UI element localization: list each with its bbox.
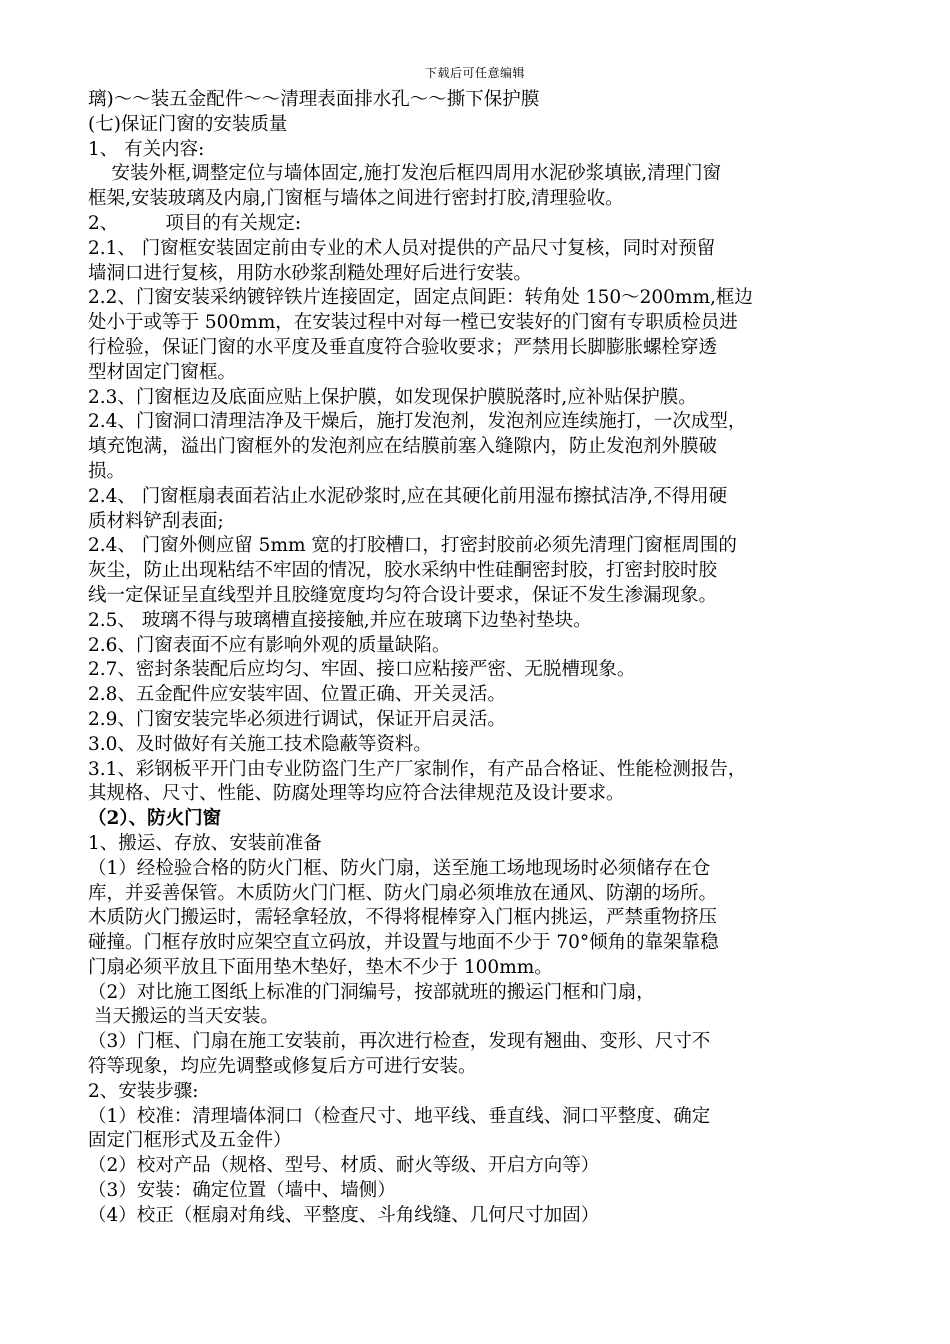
text-line: 2.9、门窗安装完毕必须进行调试，保证开启灵活。 <box>88 708 506 730</box>
text-line: （4）校正（框扇对角线、平整度、斗角线缝、几何尺寸加固） <box>88 1204 600 1226</box>
text-line: （2）对比施工图纸上标准的门洞编号，按部就班的搬运门框和门扇， <box>88 981 655 1003</box>
text-line: 当天搬运的当天安装。 <box>88 1006 279 1028</box>
text-line: 2.2、门窗安装采纳镀锌铁片连接固定，固定点间距：转角处 150～200mm,框边 <box>88 287 753 309</box>
text-line: 框架,安装玻璃及内扇,门窗框与墙体之间进行密封打胶,清理验收。 <box>88 188 624 210</box>
document-body <box>88 88 866 1229</box>
text-line: 库，并妥善保管。木质防火门门框、防火门扇必须堆放在通风、防潮的场所。 <box>88 882 718 904</box>
text-line: 质材料铲刮表面; <box>88 510 224 532</box>
text-line: 璃)～～装五金配件～～清理表面排水孔～～撕下保护膜 <box>88 89 540 110</box>
text-line: 填充饱满，溢出门窗框外的发泡剂应在结膜前塞入缝隙内，防止发泡剂外膜破 <box>88 436 718 458</box>
text-line: 2.7、密封条装配后应均匀、牢固、接口应粘接严密、无脱槽现象。 <box>88 659 636 681</box>
text-line: 损。 <box>88 460 126 482</box>
text-line: 2.4、 门窗框扇表面若沾止水泥砂浆时,应在其硬化前用湿布擦拭洁净,不得用硬 <box>88 485 728 507</box>
text-line: 符等现象，均应先调整或修复后方可进行安装。 <box>88 1056 477 1078</box>
text-line: 处小于或等于 500mm，在安装过程中对每一樘已安装好的门窗有专职质检员进 <box>88 312 738 334</box>
text-line: 1、 有关内容: <box>88 138 205 160</box>
text-line: （3）安装：确定位置（墙中、墙侧） <box>88 1180 396 1202</box>
text-line: 2.4、 门窗外侧应留 5mm 宽的打胶槽口，打密封胶前必须先清理门窗框周围的 <box>88 535 737 557</box>
text-line: 其规格、尺寸、性能、防腐处理等均应符合法律规范及设计要求。 <box>88 783 625 805</box>
text-line: 型材固定门窗框。 <box>88 361 237 383</box>
text-line: (七)保证门窗的安装质量 <box>88 113 288 135</box>
text-line: （1）校准：清理墙体洞口（检查尺寸、地平线、垂直线、洞口平整度、确定 <box>88 1105 711 1127</box>
text-line: 2.8、五金配件应安装牢固、位置正确、开关灵活。 <box>88 684 506 706</box>
page-header: 下载后可任意编辑 <box>424 66 525 80</box>
text-line: 线一定保证呈直线型并且胶缝宽度均匀符合设计要求，保证不发生渗漏现象。 <box>88 584 718 606</box>
text-line: 2.6、门窗表面不应有影响外观的质量缺陷。 <box>88 634 451 656</box>
text-line: 碰撞。门框存放时应架空直立码放，并设置与地面不少于 70°倾角的靠架靠稳 <box>88 932 719 954</box>
text-line: 固定门框形式及五金件） <box>88 1130 292 1152</box>
text-line: 2、 项目的有关规定: <box>88 212 302 234</box>
text-line: 2.1、 门窗框安装固定前由专业的术人员对提供的产品尺寸复核，同时对预留 <box>88 237 716 259</box>
text-line: 门扇必须平放且下面用垫木垫好，垫木不少于 100mm。 <box>88 956 553 978</box>
text-line: 3.1、彩钢板平开门由专业防盗门生产厂家制作，有产品合格证、性能检测报告， <box>88 758 747 780</box>
text-line: 安装外框,调整定位与墙体固定,施打发泡后框四周用水泥砂浆填嵌,清理门窗 <box>88 163 722 185</box>
section-heading: （2）、防火门窗 <box>88 808 222 830</box>
text-line: 2.3、门窗框边及底面应贴上保护膜，如发现保护膜脱落时,应补贴保护膜。 <box>88 386 697 408</box>
text-line: 灰尘，防止出现粘结不牢固的情况，胶水采纳中性硅酮密封胶，打密封胶时胶 <box>88 560 718 582</box>
text-line: （2）校对产品（规格、型号、材质、耐火等级、开启方向等） <box>88 1155 600 1177</box>
text-line: （1）经检验合格的防火门框、防火门扇，送至施工场地现场时必须储存在仓 <box>88 857 711 879</box>
text-line: 2.5、 玻璃不得与玻璃槽直接接触,并应在玻璃下边垫衬垫块。 <box>88 609 592 631</box>
text-line: 行检验，保证门窗的水平度及垂直度符合验收要求；严禁用长脚膨胀螺栓穿透 <box>88 336 718 358</box>
text-line: 2.4、门窗洞口清理洁净及干燥后，施打发泡剂，发泡剂应连续施打，一次成型， <box>88 411 747 433</box>
text-line: 3.0、及时做好有关施工技术隐蔽等资料。 <box>88 733 432 755</box>
text-line: 2、安装步骤: <box>88 1080 199 1102</box>
text-line: 1、搬运、存放、安装前准备 <box>88 832 322 854</box>
text-line: （3）门框、门扇在施工安装前，再次进行检查，发现有翘曲、变形、尺寸不 <box>88 1031 711 1053</box>
text-line: 木质防火门搬运时，需轻拿轻放，不得将棍棒穿入门框内挑运，严禁重物挤压 <box>88 907 718 929</box>
text-line: 墙洞口进行复核，用防水砂浆刮糙处理好后进行安装。 <box>88 262 533 284</box>
